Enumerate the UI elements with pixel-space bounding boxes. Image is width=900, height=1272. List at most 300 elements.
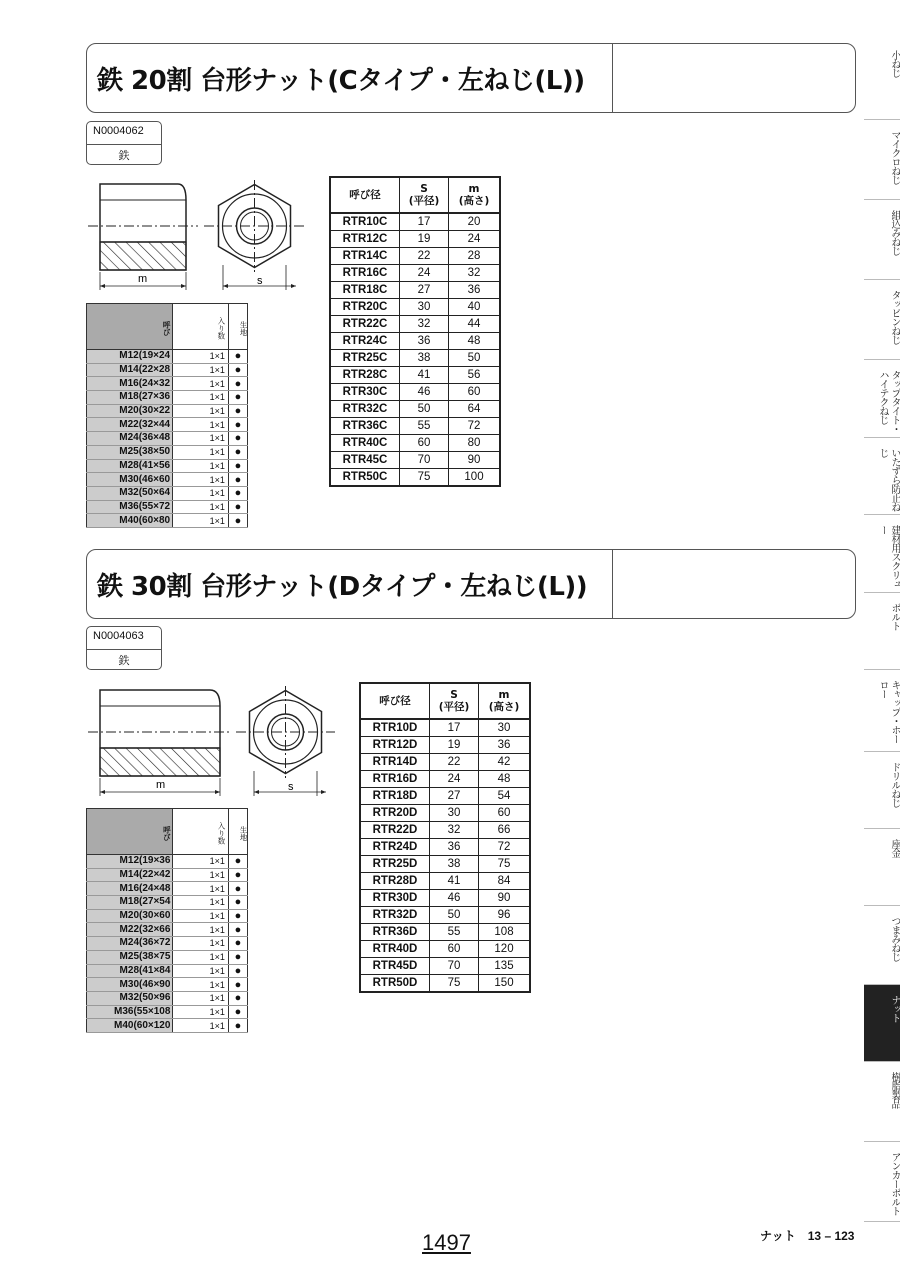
size-spec: M25(38×50 [87, 445, 173, 459]
size-spec: M30(46×60 [87, 473, 173, 487]
dimension-row [330, 333, 500, 350]
sidebar-tab-label: いたずら防止ねじ [877, 448, 900, 511]
width-across-flats: 46 [400, 384, 449, 401]
sidebar-tab[interactable] [864, 360, 900, 438]
sidebar-tab[interactable] [864, 1142, 900, 1222]
section2-dim-m-label: m [156, 779, 166, 791]
width-across-flats: 55 [430, 924, 479, 941]
width-across-flats: 24 [400, 265, 449, 282]
section2-end-view [236, 686, 335, 796]
size-spec: M20(30×22 [87, 404, 173, 418]
part-number: RTR30D [360, 890, 430, 907]
dimension-header: m (高さ) [479, 683, 531, 719]
nut-height: 20 [449, 213, 501, 231]
size-spec: M32(50×96 [87, 991, 173, 1005]
sidebar-tab-label: キャップ・ホーロー [877, 680, 900, 743]
pack-quantity: 1×1 [173, 923, 229, 937]
pack-quantity: 1×1 [173, 363, 229, 377]
dimension-row [330, 316, 500, 333]
nut-height: 100 [449, 469, 501, 487]
nut-height: 42 [479, 754, 531, 771]
pack-quantity: 1×1 [173, 868, 229, 882]
dimension-row [330, 367, 500, 384]
part-number: RTR12C [330, 231, 400, 248]
width-across-flats: 60 [400, 435, 449, 452]
size-header-cell: 入り数 [173, 304, 229, 350]
pack-quantity: 1×1 [173, 404, 229, 418]
sidebar-tab-label: マイクロねじ [889, 130, 900, 184]
size-table-row [87, 418, 248, 432]
pack-quantity: 1×1 [173, 391, 229, 405]
dimension-row [360, 924, 530, 941]
dimension-row [330, 401, 500, 418]
dimension-row [330, 418, 500, 435]
width-across-flats: 38 [400, 350, 449, 367]
sidebar-tab-label: アンカーボルト [889, 1152, 900, 1215]
pack-quantity: 1×1 [173, 473, 229, 487]
size-spec: M20(30×60 [87, 909, 173, 923]
dimension-row [330, 350, 500, 367]
size-table-row [87, 514, 248, 528]
pack-quantity: 1×1 [173, 991, 229, 1005]
size-header-cell: 生地 [228, 809, 247, 855]
size-spec: M12(19×36 [87, 855, 173, 869]
part-number: RTR30C [330, 384, 400, 401]
nut-height: 44 [449, 316, 501, 333]
sidebar-tab[interactable] [864, 40, 900, 120]
sidebar-tab[interactable] [864, 670, 900, 752]
dimension-header: S (平径) [430, 683, 479, 719]
nut-height: 56 [449, 367, 501, 384]
part-number: RTR20D [360, 805, 430, 822]
dimension-header: S (平径) [400, 177, 449, 213]
size-spec: M40(60×80 [87, 514, 173, 528]
dimension-row [360, 975, 530, 993]
part-number: RTR25C [330, 350, 400, 367]
part-number: RTR22D [360, 822, 430, 839]
width-across-flats: 30 [400, 299, 449, 316]
pack-quantity: 1×1 [173, 418, 229, 432]
section1-material: 鉄 [87, 144, 161, 166]
size-spec: M28(41×84 [87, 964, 173, 978]
sidebar-tab[interactable] [864, 593, 900, 670]
width-across-flats: 32 [400, 316, 449, 333]
dimension-row [330, 469, 500, 487]
width-across-flats: 46 [430, 890, 479, 907]
part-number: RTR40D [360, 941, 430, 958]
part-number: RTR24D [360, 839, 430, 856]
size-spec: M22(32×66 [87, 923, 173, 937]
sidebar-tab-label: 座金 [889, 839, 900, 857]
size-table-row [87, 964, 248, 978]
finish-mark: ● [228, 950, 247, 964]
part-number: RTR22C [330, 316, 400, 333]
sidebar-tab-label: 樹脂製品 [889, 1072, 900, 1108]
pack-quantity: 1×1 [173, 896, 229, 910]
part-number: RTR45C [330, 452, 400, 469]
finish-mark: ● [228, 486, 247, 500]
sidebar-tab-label: つまみねじ [889, 916, 900, 961]
width-across-flats: 70 [430, 958, 479, 975]
pack-quantity: 1×1 [173, 882, 229, 896]
dimension-row [360, 958, 530, 975]
finish-mark: ● [228, 459, 247, 473]
section2-size-table [86, 808, 248, 1033]
part-number: RTR24C [330, 333, 400, 350]
size-table-row [87, 937, 248, 951]
dimension-row [330, 384, 500, 401]
pack-quantity: 1×1 [173, 855, 229, 869]
width-across-flats: 60 [430, 941, 479, 958]
size-table-row [87, 909, 248, 923]
part-number: RTR20C [330, 299, 400, 316]
nut-height: 72 [449, 418, 501, 435]
part-number: RTR14D [360, 754, 430, 771]
part-number: RTR50D [360, 975, 430, 993]
pack-quantity: 1×1 [173, 432, 229, 446]
size-spec: M36(55×108 [87, 1005, 173, 1019]
size-table-header [87, 809, 248, 855]
nut-height: 60 [479, 805, 531, 822]
sidebar-tab-label: ナット [889, 995, 900, 1022]
size-spec: M28(41×56 [87, 459, 173, 473]
dimension-row [360, 719, 530, 737]
nut-height: 60 [449, 384, 501, 401]
part-number: RTR16C [330, 265, 400, 282]
finish-mark: ● [228, 432, 247, 446]
section-reference: ナット 13 – 123 [760, 1229, 855, 1243]
size-table-header [87, 304, 248, 350]
size-table-row [87, 978, 248, 992]
section2-title: 鉄 30割 台形ナット(Dタイプ・左ねじ(L)) [97, 572, 588, 602]
size-table-row [87, 950, 248, 964]
part-number: RTR28C [330, 367, 400, 384]
section2-dim-s-label: s [288, 781, 294, 793]
width-across-flats: 70 [400, 452, 449, 469]
part-number: RTR12D [360, 737, 430, 754]
dimension-row [360, 788, 530, 805]
width-across-flats: 30 [430, 805, 479, 822]
section2-dimension-table [359, 682, 531, 993]
dimension-row [330, 452, 500, 469]
sidebar-tab[interactable] [864, 120, 900, 200]
dimension-row [360, 822, 530, 839]
part-number: RTR45D [360, 958, 430, 975]
section1-title-box [86, 43, 856, 113]
size-spec: M36(55×72 [87, 500, 173, 514]
title-divider [612, 44, 613, 112]
section1-dimension-table [329, 176, 501, 487]
size-spec: M40(60×120 [87, 1019, 173, 1033]
section2-product-code: N0004063 [93, 630, 144, 642]
sidebar-tab-label: タップタイト・ハイテクねじ [877, 370, 900, 433]
dimension-row [330, 231, 500, 248]
part-number: RTR25D [360, 856, 430, 873]
finish-mark: ● [228, 363, 247, 377]
sidebar-tab[interactable] [864, 200, 900, 280]
size-spec: M18(27×54 [87, 896, 173, 910]
size-table-row [87, 363, 248, 377]
section1-product-code: N0004062 [93, 125, 144, 137]
part-number: RTR36C [330, 418, 400, 435]
part-number: RTR10C [330, 213, 400, 231]
size-table-row [87, 1019, 248, 1033]
sidebar-tab[interactable] [864, 906, 900, 985]
dimension-row [330, 265, 500, 282]
pack-quantity: 1×1 [173, 350, 229, 364]
dimension-header: m (高さ) [449, 177, 501, 213]
finish-mark: ● [228, 404, 247, 418]
nut-height: 66 [479, 822, 531, 839]
dimension-row [360, 805, 530, 822]
size-spec: M25(38×75 [87, 950, 173, 964]
size-spec: M30(46×90 [87, 978, 173, 992]
finish-mark: ● [228, 991, 247, 1005]
width-across-flats: 50 [430, 907, 479, 924]
nut-height: 30 [479, 719, 531, 737]
width-across-flats: 22 [400, 248, 449, 265]
part-number: RTR14C [330, 248, 400, 265]
dimension-header: 呼び径 [360, 683, 430, 719]
finish-mark: ● [228, 855, 247, 869]
section2-title-box [86, 549, 856, 619]
size-spec: M18(27×36 [87, 391, 173, 405]
finish-mark: ● [228, 896, 247, 910]
size-spec: M24(36×72 [87, 937, 173, 951]
size-spec: M16(24×32 [87, 377, 173, 391]
size-table-row [87, 459, 248, 473]
part-number: RTR32C [330, 401, 400, 418]
pack-quantity: 1×1 [173, 909, 229, 923]
sidebar-tab-label: ボルト [889, 603, 900, 630]
width-across-flats: 75 [430, 975, 479, 993]
nut-height: 80 [449, 435, 501, 452]
dimension-row [330, 248, 500, 265]
pack-quantity: 1×1 [173, 486, 229, 500]
size-table-row [87, 1005, 248, 1019]
dimension-row [360, 737, 530, 754]
dimension-row [360, 771, 530, 788]
finish-mark: ● [228, 937, 247, 951]
finish-mark: ● [228, 923, 247, 937]
finish-mark: ● [228, 1005, 247, 1019]
width-across-flats: 24 [430, 771, 479, 788]
size-table-row [87, 473, 248, 487]
nut-height: 50 [449, 350, 501, 367]
width-across-flats: 36 [400, 333, 449, 350]
sidebar-tab[interactable] [864, 1062, 900, 1142]
width-across-flats: 27 [430, 788, 479, 805]
dimension-row [360, 873, 530, 890]
finish-mark: ● [228, 350, 247, 364]
part-number: RTR10D [360, 719, 430, 737]
finish-mark: ● [228, 882, 247, 896]
size-table-row [87, 377, 248, 391]
pack-quantity: 1×1 [173, 459, 229, 473]
section2-code-box [86, 626, 162, 670]
dimension-row [360, 839, 530, 856]
size-table-row [87, 868, 248, 882]
sidebar-tab[interactable] [864, 985, 900, 1062]
width-across-flats: 19 [400, 231, 449, 248]
pack-quantity: 1×1 [173, 445, 229, 459]
pack-quantity: 1×1 [173, 937, 229, 951]
sidebar-tab-label: タッピンねじ [889, 290, 900, 344]
finish-mark: ● [228, 473, 247, 487]
size-spec: M32(50×64 [87, 486, 173, 500]
pack-quantity: 1×1 [173, 978, 229, 992]
size-table-row [87, 391, 248, 405]
nut-height: 150 [479, 975, 531, 993]
part-number: RTR18C [330, 282, 400, 299]
size-table-row [87, 882, 248, 896]
part-number: RTR40C [330, 435, 400, 452]
finish-mark: ● [228, 377, 247, 391]
section1-code-box [86, 121, 162, 165]
size-spec: M14(22×42 [87, 868, 173, 882]
dimension-header: 呼び径 [330, 177, 400, 213]
size-table-row [87, 896, 248, 910]
pack-quantity: 1×1 [173, 1005, 229, 1019]
size-spec: M16(24×48 [87, 882, 173, 896]
nut-height: 28 [449, 248, 501, 265]
size-table-row [87, 991, 248, 1005]
size-table-row [87, 350, 248, 364]
section1-title: 鉄 20割 台形ナット(Cタイプ・左ねじ(L)) [97, 66, 585, 96]
width-across-flats: 55 [400, 418, 449, 435]
size-table-row [87, 486, 248, 500]
title-divider [612, 550, 613, 618]
size-spec: M22(32×44 [87, 418, 173, 432]
sidebar-tab[interactable] [864, 515, 900, 593]
size-header-cell: 呼び [87, 809, 173, 855]
finish-mark: ● [228, 909, 247, 923]
size-spec: M24(36×48 [87, 432, 173, 446]
dimension-row [360, 754, 530, 771]
page-number: 1497 [422, 1230, 471, 1255]
sidebar-tab-label: 建材用スクリュー [877, 525, 900, 588]
sidebar-tab[interactable] [864, 829, 900, 906]
nut-height: 48 [479, 771, 531, 788]
width-across-flats: 38 [430, 856, 479, 873]
sidebar-tab-label: 組込みねじ [889, 210, 900, 255]
finish-mark: ● [228, 500, 247, 514]
width-across-flats: 22 [430, 754, 479, 771]
finish-mark: ● [228, 514, 247, 528]
part-number: RTR16D [360, 771, 430, 788]
nut-height: 64 [449, 401, 501, 418]
dimension-row [360, 941, 530, 958]
pack-quantity: 1×1 [173, 950, 229, 964]
nut-height: 24 [449, 231, 501, 248]
sidebar-tab[interactable] [864, 438, 900, 515]
pack-quantity: 1×1 [173, 500, 229, 514]
width-across-flats: 19 [430, 737, 479, 754]
sidebar-tab-label: ドリルねじ [889, 762, 900, 807]
finish-mark: ● [228, 418, 247, 432]
width-across-flats: 50 [400, 401, 449, 418]
width-across-flats: 17 [430, 719, 479, 737]
nut-height: 48 [449, 333, 501, 350]
width-across-flats: 36 [430, 839, 479, 856]
nut-height: 72 [479, 839, 531, 856]
size-table-row [87, 855, 248, 869]
dimension-row [330, 282, 500, 299]
width-across-flats: 17 [400, 213, 449, 231]
nut-height: 108 [479, 924, 531, 941]
pack-quantity: 1×1 [173, 1019, 229, 1033]
width-across-flats: 41 [400, 367, 449, 384]
dimension-row [360, 856, 530, 873]
pack-quantity: 1×1 [173, 514, 229, 528]
section1-dim-m-label: m [138, 273, 148, 285]
section1-dim-s-label: s [257, 275, 263, 287]
width-across-flats: 41 [430, 873, 479, 890]
part-number: RTR50C [330, 469, 400, 487]
finish-mark: ● [228, 1019, 247, 1033]
nut-height: 84 [479, 873, 531, 890]
size-header-cell: 呼び [87, 304, 173, 350]
dimension-row [330, 213, 500, 231]
size-spec: M12(19×24 [87, 350, 173, 364]
sidebar-tab[interactable] [864, 752, 900, 829]
finish-mark: ● [228, 868, 247, 882]
size-table-row [87, 432, 248, 446]
section2-material: 鉄 [87, 649, 161, 671]
size-spec: M14(22×28 [87, 363, 173, 377]
nut-height: 40 [449, 299, 501, 316]
finish-mark: ● [228, 978, 247, 992]
nut-height: 120 [479, 941, 531, 958]
nut-height: 96 [479, 907, 531, 924]
size-table-row [87, 445, 248, 459]
section1-size-table [86, 303, 248, 528]
part-number: RTR18D [360, 788, 430, 805]
pack-quantity: 1×1 [173, 377, 229, 391]
width-across-flats: 32 [430, 822, 479, 839]
dimension-row [360, 907, 530, 924]
width-across-flats: 75 [400, 469, 449, 487]
nut-height: 36 [479, 737, 531, 754]
sidebar-tab[interactable] [864, 280, 900, 360]
size-table-row [87, 404, 248, 418]
nut-height: 32 [449, 265, 501, 282]
finish-mark: ● [228, 964, 247, 978]
section1-end-view [204, 180, 305, 290]
section1-nut-drawing [86, 180, 306, 292]
sidebar-tab-label: 小ねじ [889, 50, 900, 77]
finish-mark: ● [228, 391, 247, 405]
size-table-row [87, 923, 248, 937]
width-across-flats: 27 [400, 282, 449, 299]
dimension-row [330, 435, 500, 452]
dimension-row [360, 890, 530, 907]
size-header-cell: 生地 [228, 304, 247, 350]
dimension-row [330, 299, 500, 316]
part-number: RTR36D [360, 924, 430, 941]
nut-height: 90 [479, 890, 531, 907]
nut-height: 90 [449, 452, 501, 469]
finish-mark: ● [228, 445, 247, 459]
section2-nut-drawing [86, 686, 336, 798]
part-number: RTR32D [360, 907, 430, 924]
nut-height: 135 [479, 958, 531, 975]
size-table-row [87, 500, 248, 514]
size-header-cell: 入り数 [173, 809, 229, 855]
nut-height: 75 [479, 856, 531, 873]
nut-height: 54 [479, 788, 531, 805]
pack-quantity: 1×1 [173, 964, 229, 978]
